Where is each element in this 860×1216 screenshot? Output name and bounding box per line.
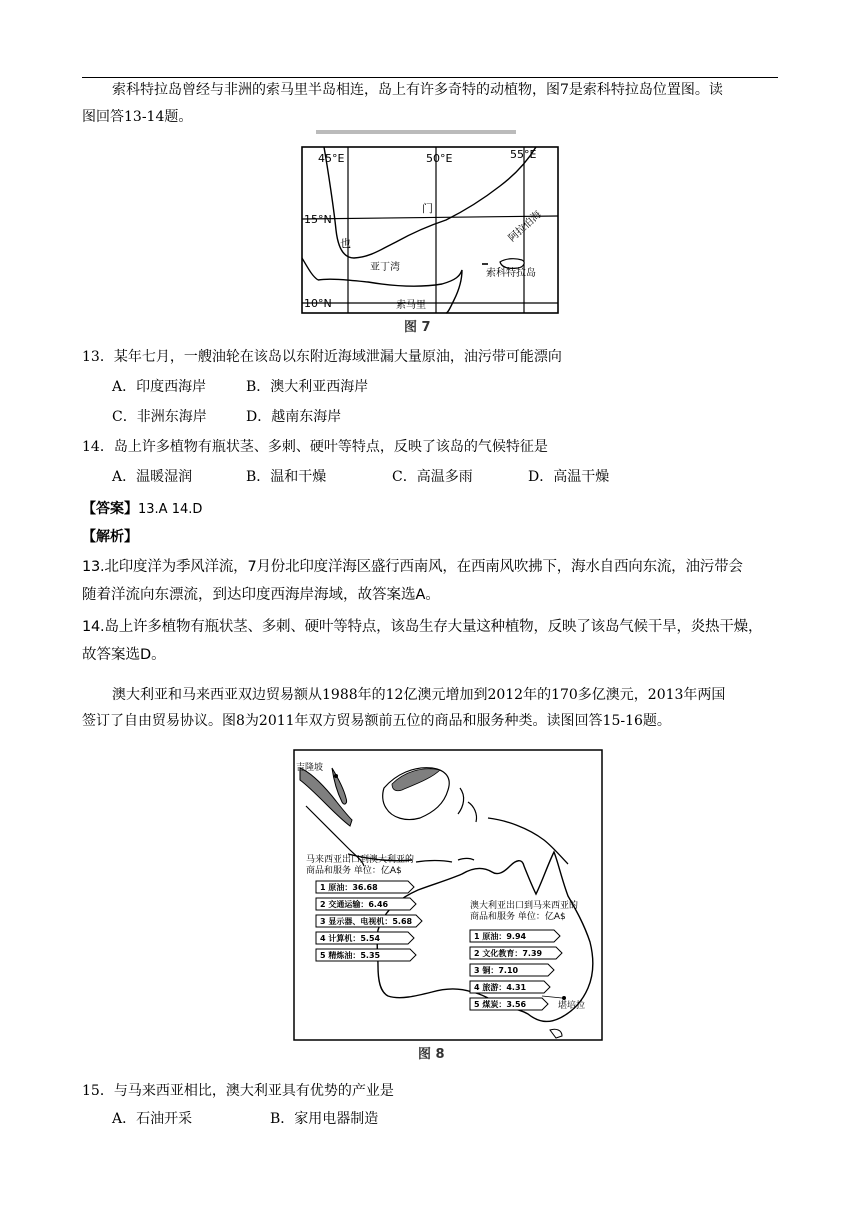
au-export-item: 3 铜：7.10: [474, 966, 519, 975]
intro1-line2: 图回答13-14题。: [82, 109, 193, 125]
q13-option-d: D．越南东海岸: [246, 409, 342, 425]
au-exports-title-line2: 商品和服务 单位：亿A$: [470, 912, 566, 922]
city-kuala-lumpur: 吉隆坡: [296, 763, 324, 773]
place-somali: 索马里: [396, 300, 426, 311]
au-export-item: 5 煤炭：3.56: [474, 1000, 527, 1009]
my-export-item: 4 计算机：5.54: [320, 934, 381, 943]
lon-label-45: 45°E: [318, 152, 345, 165]
au-export-item: 1 原油：9.94: [474, 932, 527, 941]
lat-label-10: 10°N: [304, 297, 332, 310]
q14-option-b: B．温和干燥: [246, 469, 327, 485]
intro1-line1: 索科特拉岛曾经与非洲的索马里半岛相连，岛上有许多奇特的动植物，图7是索科特拉岛位置图。读: [112, 82, 723, 98]
analysis-13-line2: 随着洋流向东漂流，到达印度西海岸海域，故答案选A。: [82, 587, 440, 603]
q14-option-c: C．高温多雨: [392, 469, 473, 485]
place-socotra: 索科特拉岛: [486, 268, 536, 279]
figure-7-map: [296, 130, 564, 336]
analysis-14-line2: 故答案选D。: [82, 647, 166, 663]
intro2-line1: 澳大利亚和马来西亚双边贸易额从1988年的12亿澳元增加到2012年的170多亿澳元，2013年两国: [112, 687, 726, 703]
place-ye: 也: [340, 237, 351, 250]
analysis-14-line1: 14.岛上许多植物有瓶状茎、多刺、硬叶等特点，该岛生存大量这种植物，反映了该岛气候干旱，炎热干燥，: [82, 619, 763, 635]
au-export-item: 2 文化教育：7.39: [474, 949, 543, 958]
q15-stem: 15．与马来西亚相比，澳大利亚具有优势的产业是: [82, 1083, 394, 1099]
q13-option-a: A．印度西海岸: [112, 379, 207, 395]
place-arabian-sea: 阿拉伯海: [506, 209, 544, 245]
answer-label: 【答案】: [82, 501, 138, 517]
q13-option-c: C．非洲东海岸: [112, 409, 207, 425]
figure-7-caption: 图 7: [404, 320, 431, 335]
answer-value: 13.A 14.D: [138, 502, 203, 517]
my-exports-list: [316, 881, 422, 961]
figure-8-map: [292, 748, 604, 1066]
analysis-13-line1: 13.北印度洋为季风洋流，7月份北印度洋海区盛行西南风，在西南风吹拂下，海水自西向东流，油污带会: [82, 559, 743, 575]
q13-option-b: B．澳大利亚西海岸: [246, 379, 369, 395]
place-men: 门: [422, 202, 433, 215]
q15-option-a: A．石油开采: [112, 1111, 193, 1127]
q13-stem: 13．某年七月，一艘油轮在该岛以东附近海域泄漏大量原油，油污带可能漂向: [82, 349, 562, 365]
my-export-item: 1 原油：36.68: [320, 883, 378, 892]
my-export-item: 3 显示器、电视机：5.68: [320, 917, 413, 926]
au-exports-title-line1: 澳大利亚出口到马来西亚的: [470, 901, 579, 911]
my-exports-title-line2: 商品和服务 单位：亿A$: [306, 866, 402, 876]
au-export-item: 4 旅游：4.31: [474, 983, 527, 992]
q15-option-b: B．家用电器制造: [270, 1111, 379, 1127]
my-exports-title-line1: 马来西亚出口到澳大利亚的: [306, 855, 415, 865]
analysis-label: 【解析】: [82, 529, 138, 545]
lon-label-55: 55°E: [510, 148, 537, 161]
my-export-item: 2 交通运输：6.46: [320, 900, 389, 909]
city-canberra: 堪培拉: [558, 1001, 586, 1011]
figure-8-caption: 图 8: [418, 1047, 445, 1062]
answer-line: [82, 496, 202, 523]
lat-label-15: 15°N: [304, 213, 332, 226]
intro2-line2: 签订了自由贸易协议。图8为2011年双方贸易额前五位的商品和服务种类。读图回答15-16题。: [82, 713, 671, 729]
q14-stem: 14．岛上许多植物有瓶状茎、多刺、硬叶等特点，反映了该岛的气候特征是: [82, 439, 548, 455]
my-export-item: 5 精炼油：5.35: [320, 951, 381, 960]
q14-option-d: D．高温干燥: [528, 469, 610, 485]
place-gulf-of-aden: 亚丁湾: [370, 262, 400, 273]
q14-option-a: A．温暖湿润: [112, 469, 193, 485]
lon-label-50: 50°E: [426, 152, 453, 165]
